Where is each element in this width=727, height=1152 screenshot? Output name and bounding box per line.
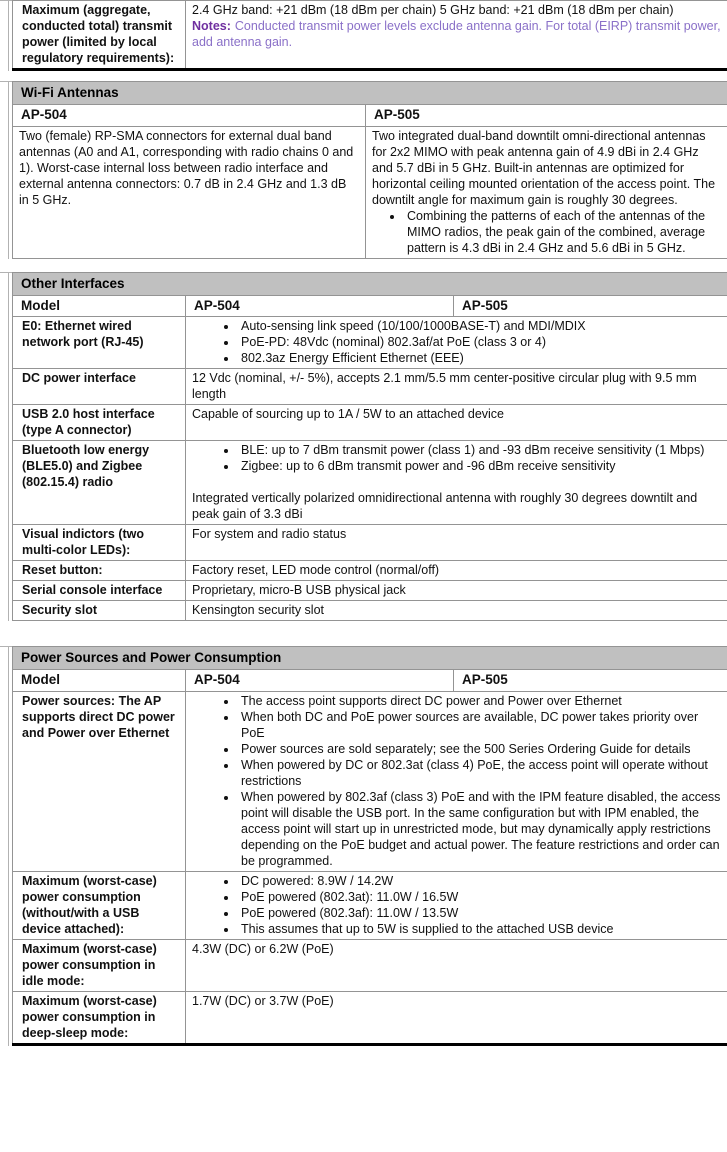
wifi-antennas-table bbox=[12, 81, 727, 259]
transmit-power-notes bbox=[192, 18, 721, 50]
list-item: • BLE: up to 7 dBm transmit power (class 1) and -93 dBm receive sensitivity (1 Mbps) bbox=[238, 442, 721, 458]
spec-label-deep-sleep-power: Maximum (worst-case) power consumption in deep-sleep mode: bbox=[13, 991, 186, 1044]
spec-label-e0-port: E0: Ethernet wired network port (RJ-45) bbox=[13, 317, 186, 369]
notes-text: Conducted transmit power levels exclude antenna gain. For total (EIRP) transmit power, add antenna gain. bbox=[192, 19, 721, 49]
column-header-ap504: AP-504 bbox=[186, 670, 454, 691]
table-row bbox=[13, 871, 727, 939]
spec-value-transmit-power bbox=[186, 1, 727, 70]
spec-label-power-sources: Power sources: The AP supports direct DC power and Power over Ethernet bbox=[13, 691, 186, 871]
table-row bbox=[13, 561, 727, 581]
section-title-other-interfaces: Other Interfaces bbox=[13, 272, 727, 295]
power-table-grid bbox=[12, 646, 727, 1046]
wifi-antennas-table-grid bbox=[12, 81, 727, 259]
spec-label-reset-button: Reset button: bbox=[13, 561, 186, 581]
list-item: • Combining the patterns of each of the antennas of the MIMO radios, the peak gain of the combined, average pattern is 4.3 dBi in 2.4 GHz and 5.6 dBi in 5 GHz. bbox=[404, 208, 721, 256]
ble-antenna-note: Integrated vertically polarized omnidirectional antenna with roughly 30 degrees downtilt and peak gain of 3.3 dBi bbox=[192, 491, 698, 522]
list-item: • The access point supports direct DC power and Power over Ethernet bbox=[238, 693, 721, 709]
section-title-power: Power Sources and Power Consumption bbox=[13, 647, 727, 670]
spec-value-power-sources bbox=[186, 691, 727, 871]
table-row bbox=[13, 405, 727, 441]
bullet-list bbox=[192, 442, 721, 474]
list-item: • DC powered: 8.9W / 14.2W bbox=[238, 873, 721, 889]
spec-label-ble-zigbee: Bluetooth low energy (BLE5.0) and Zigbee (802.15.4) radio bbox=[13, 441, 186, 525]
wifi-ap505-text: Two integrated dual-band downtilt omni-directional antennas for 2x2 MIMO with peak antenna gain of 4.9 dBi in 2.4 GHz and 5.7 dBi in 5 GHz. Built-in antennas are optimized for horizontal ceiling mounted orientation of the access point. The downtilt angle for maximum gain is roughly 30 degrees. bbox=[372, 128, 716, 207]
wifi-ap505-bullet-list bbox=[372, 208, 721, 256]
spec-label-visual-indicators: Visual indictors (two multi-color LEDs): bbox=[13, 525, 186, 561]
column-header-ap505: AP-505 bbox=[454, 295, 727, 316]
table-row bbox=[13, 317, 727, 369]
column-header-ap504: AP-504 bbox=[186, 295, 454, 316]
bullet-list bbox=[192, 873, 721, 937]
notes-label: Notes: bbox=[192, 19, 231, 33]
wifi-ap505-cell bbox=[366, 126, 727, 258]
spec-label-dc-power: DC power interface bbox=[13, 369, 186, 405]
spec-label-max-power-consumption: Maximum (worst-case) power consumption (without/with a USB device attached): bbox=[13, 871, 186, 939]
section-header-row bbox=[13, 272, 727, 295]
list-item: • Power sources are sold separately; see the 500 Series Ordering Guide for details bbox=[238, 741, 721, 757]
spec-label-transmit-power: Maximum (aggregate, conducted total) transmit power (limited by local regulatory requirements): bbox=[13, 1, 186, 70]
list-item: • Zigbee: up to 6 dBm transmit power and -96 dBm receive sensitivity bbox=[238, 458, 721, 474]
table-row bbox=[13, 939, 727, 991]
list-item: • PoE powered (802.3af): 11.0W / 13.5W bbox=[238, 905, 721, 921]
list-item: • 802.3az Energy Efficient Ethernet (EEE) bbox=[238, 350, 721, 366]
column-header-row bbox=[13, 670, 727, 691]
section-header-row bbox=[13, 82, 727, 105]
spec-value-ble-zigbee bbox=[186, 441, 727, 525]
spec-value-idle-power: 4.3W (DC) or 6.2W (PoE) bbox=[186, 939, 727, 991]
column-header-row bbox=[13, 105, 727, 126]
table-row bbox=[13, 691, 727, 871]
list-item: • Auto-sensing link speed (10/100/1000BASE-T) and MDI/MDIX bbox=[238, 318, 721, 334]
spec-value-visual-indicators: For system and radio status bbox=[186, 525, 727, 561]
list-item: • When powered by DC or 802.3at (class 4) PoE, the access point will operate without restrictions bbox=[238, 757, 721, 789]
other-interfaces-table-grid bbox=[12, 272, 727, 622]
list-item: • This assumes that up to 5W is supplied to the attached USB device bbox=[238, 921, 721, 937]
spec-value-serial-console: Proprietary, micro-B USB physical jack bbox=[186, 581, 727, 601]
spec-value-dc-power: 12 Vdc (nominal, +/- 5%), accepts 2.1 mm/5.5 mm center-positive circular plug with 9.5 mm length bbox=[186, 369, 727, 405]
spec-value-security-slot: Kensington security slot bbox=[186, 601, 727, 621]
wifi-ap504-text: Two (female) RP-SMA connectors for external dual band antennas (A0 and A1, corresponding with radio chains 0 and 1). Worst-case internal loss between radio interface and external antenna connectors: 0.7 dB in 2.4 GHz and 1.3 dB in 5 GHz. bbox=[19, 128, 354, 207]
list-item: • PoE-PD: 48Vdc (nominal) 802.3af/at PoE (class 3 or 4) bbox=[238, 334, 721, 350]
power-table bbox=[12, 646, 727, 1046]
column-header-ap505: AP-505 bbox=[454, 670, 727, 691]
wifi-ap504-cell bbox=[13, 126, 366, 258]
table-row bbox=[13, 126, 727, 258]
list-item: • PoE powered (802.3at): 11.0W / 16.5W bbox=[238, 889, 721, 905]
section-title-wifi-antennas: Wi-Fi Antennas bbox=[13, 82, 727, 105]
section-header-row bbox=[13, 647, 727, 670]
column-header-ap505: AP-505 bbox=[366, 105, 727, 126]
spec-value-deep-sleep-power: 1.7W (DC) or 3.7W (PoE) bbox=[186, 991, 727, 1044]
spec-value-e0-port bbox=[186, 317, 727, 369]
spec-label-serial-console: Serial console interface bbox=[13, 581, 186, 601]
table-row bbox=[13, 991, 727, 1044]
column-header-ap504: AP-504 bbox=[13, 105, 366, 126]
list-item: • When powered by 802.3af (class 3) PoE and with the IPM feature disabled, the access point will disable the USB port. In the same configuration but with IPM enabled, the access point will start up in unrestricted mode, but may dynamically apply restrictions depending on the PoE budget and actual power. The feature restrictions and order can be programmed. bbox=[238, 789, 721, 869]
spec-value-reset-button: Factory reset, LED mode control (normal/off) bbox=[186, 561, 727, 581]
column-header-model: Model bbox=[13, 295, 186, 316]
spec-value-max-power-consumption bbox=[186, 871, 727, 939]
spec-label-idle-power: Maximum (worst-case) power consumption in idle mode: bbox=[13, 939, 186, 991]
other-interfaces-table bbox=[12, 272, 727, 622]
spec-label-usb-host: USB 2.0 host interface (type A connector) bbox=[13, 405, 186, 441]
table-row bbox=[13, 581, 727, 601]
transmit-power-table bbox=[12, 0, 727, 71]
column-header-row bbox=[13, 295, 727, 316]
transmit-power-table-grid bbox=[12, 0, 727, 71]
spec-value-usb-host: Capable of sourcing up to 1A / 5W to an attached device bbox=[186, 405, 727, 441]
column-header-model: Model bbox=[13, 670, 186, 691]
table-row bbox=[13, 1, 727, 70]
list-item: • When both DC and PoE power sources are available, DC power takes priority over PoE bbox=[238, 709, 721, 741]
bullet-list bbox=[192, 693, 721, 869]
spec-label-security-slot: Security slot bbox=[13, 601, 186, 621]
table-row bbox=[13, 525, 727, 561]
bullet-list bbox=[192, 318, 721, 366]
table-row bbox=[13, 441, 727, 525]
table-row bbox=[13, 369, 727, 405]
transmit-power-value: 2.4 GHz band: +21 dBm (18 dBm per chain) 5 GHz band: +21 dBm (18 dBm per chain) bbox=[192, 3, 674, 17]
table-row bbox=[13, 601, 727, 621]
